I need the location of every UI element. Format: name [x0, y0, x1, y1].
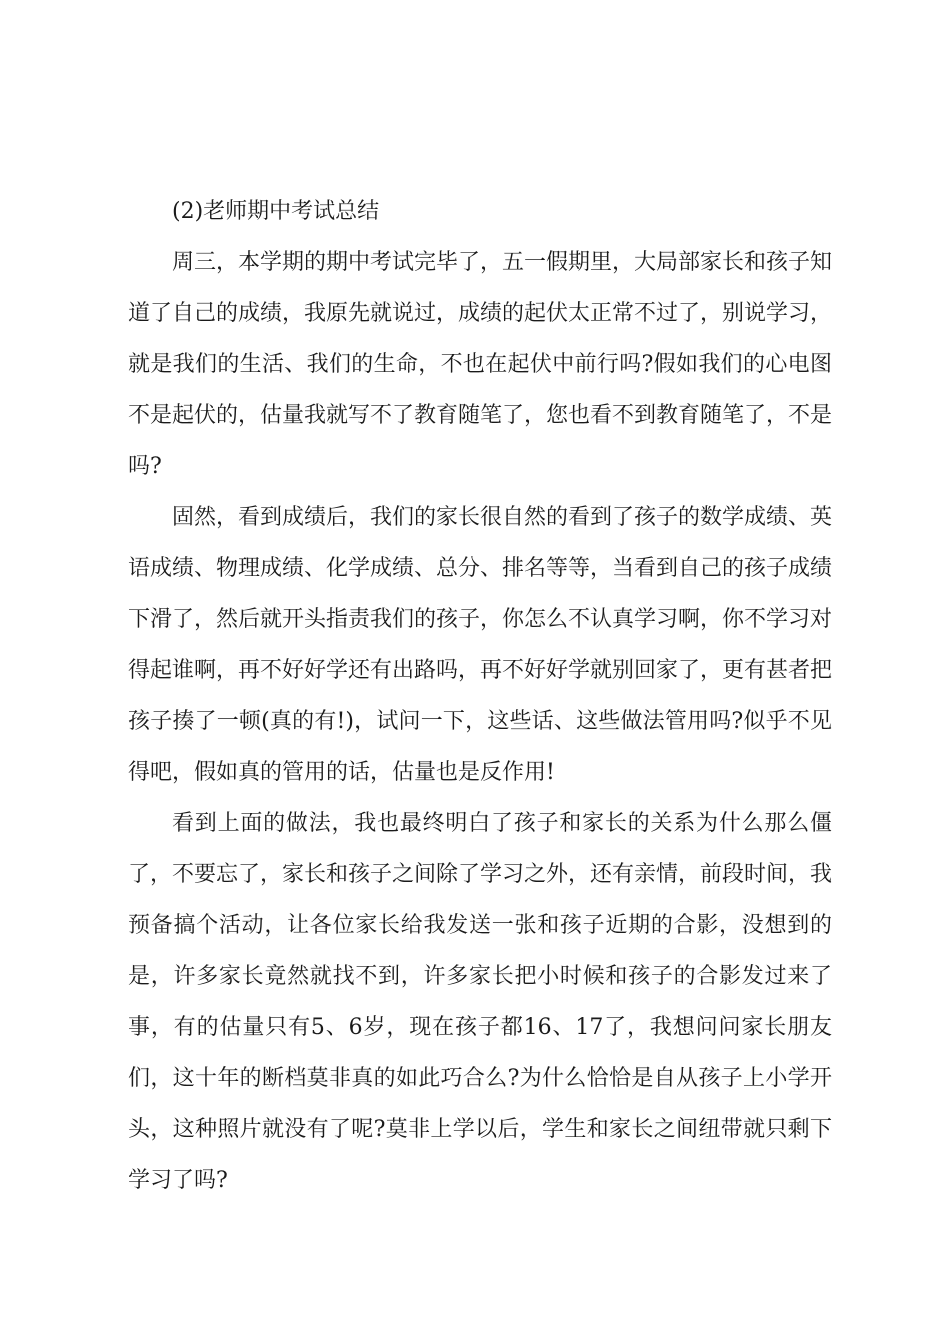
paragraph-2: 固然，看到成绩后，我们的家长很自然的看到了孩子的数学成绩、英语成绩、物理成绩、化学成绩、总分、排名等等，当看到自己的孩子成绩下滑了，然后就开头指责我们的孩子，你怎么不认真学习啊，你不学习对得起谁啊，再不好好学还有出路吗，再不好好学就别回家了，更有甚者把孩子揍了一顿(真的有!)，试问一下，这些话、这些做法管用吗?似乎不见得吧，假如真的管用的话，估量也是反作用! [128, 505, 833, 785]
paragraph-3: 看到上面的做法，我也最终明白了孩子和家长的关系为什么那么僵了，不要忘了，家长和孩子之间除了学习之外，还有亲情，前段时间，我预备搞个活动，让各位家长给我发送一张和孩子近期的合影，没想到的是，许多家长竟然就找不到，许多家长把小时候和孩子的合影发过来了事，有的估量只有5、6岁，现在孩子都16、17了，我想问问家长朋友们，这十年的断档莫非真的如此巧合么?为什么恰恰是自从孩子上小学开头，这种照片就没有了呢?莫非上学以后，学生和家长之间纽带就只剩下学习了吗? [128, 811, 833, 1193]
section-heading: (2)老师期中考试总结 [172, 199, 380, 224]
paragraph-1: 周三，本学期的期中考试完毕了，五一假期里，大局部家长和孩子知道了自己的成绩，我原先就说过，成绩的起伏太正常不过了，别说学习，就是我们的生活、我们的生命，不也在起伏中前行吗?假如我们的心电图不是起伏的，估量我就写不了教育随笔了，您也看不到教育随笔了，不是吗? [128, 250, 833, 479]
document-body [128, 186, 832, 1206]
